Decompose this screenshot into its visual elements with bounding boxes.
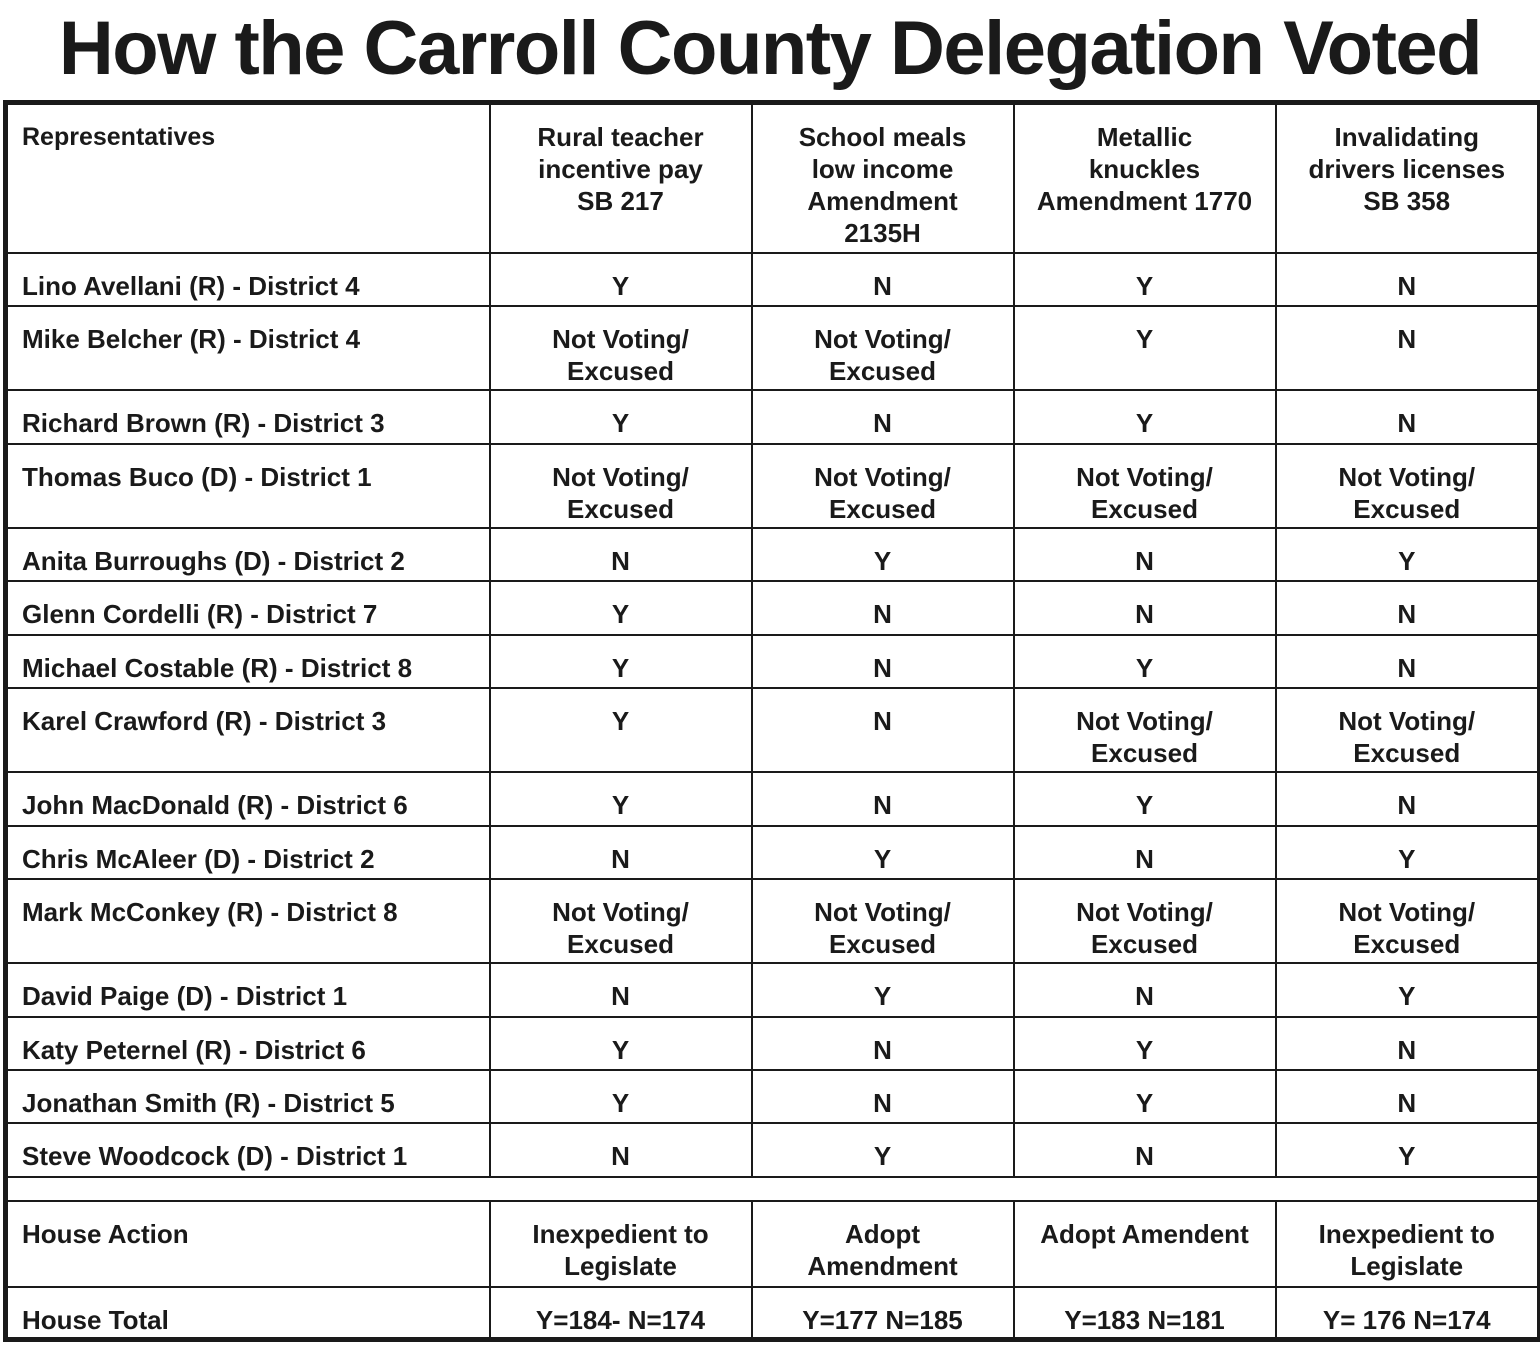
vote-cell: Not Voting/ Excused (752, 306, 1014, 390)
vote-cell: Not Voting/ Excused (490, 444, 752, 528)
table-row (6, 444, 1540, 528)
table-row (6, 306, 1540, 390)
bill-header: Metallic knuckles Amendment 1770 (1014, 103, 1276, 253)
vote-cell: N (752, 1070, 1014, 1123)
vote-cell: N (752, 253, 1014, 306)
representative-name: Anita Burroughs (D) - District 2 (6, 528, 490, 581)
house-total-label: House Total (6, 1287, 490, 1339)
table-row (6, 688, 1540, 772)
representative-name: Mark McConkey (R) - District 8 (6, 879, 490, 963)
vote-cell: Not Voting/ Excused (752, 879, 1014, 963)
representative-name: Richard Brown (R) - District 3 (6, 390, 490, 443)
vote-cell: N (752, 390, 1014, 443)
vote-cell: N (490, 963, 752, 1016)
vote-cell: Y (1014, 306, 1276, 390)
vote-cell: Y (1014, 390, 1276, 443)
representative-name: Mike Belcher (R) - District 4 (6, 306, 490, 390)
bill-header: School meals low income Amendment 2135H (752, 103, 1014, 253)
vote-cell: N (1014, 826, 1276, 879)
house-total-cell: Y=177 N=185 (752, 1287, 1014, 1339)
house-action-cell: Adopt Amendent (1014, 1201, 1276, 1287)
vote-cell: Y (1276, 963, 1540, 1016)
representative-rows (6, 253, 1540, 1177)
table-row (6, 528, 1540, 581)
vote-cell: Y (752, 963, 1014, 1016)
vote-cell: Y (1014, 635, 1276, 688)
house-action-label: House Action (6, 1201, 490, 1287)
vote-cell: Y (490, 635, 752, 688)
vote-cell: Not Voting/ Excused (1276, 688, 1540, 772)
page-title: How the Carroll County Delegation Voted (58, 6, 1482, 91)
representative-name: Jonathan Smith (R) - District 5 (6, 1070, 490, 1123)
vote-cell: N (752, 581, 1014, 634)
house-total-row (6, 1287, 1540, 1339)
table-row (6, 772, 1540, 825)
bill-header: Rural teacher incentive pay SB 217 (490, 103, 752, 253)
table-row (6, 826, 1540, 879)
table-row (6, 1123, 1540, 1176)
vote-cell: Y (490, 688, 752, 772)
vote-cell: N (752, 635, 1014, 688)
vote-cell: Y (752, 528, 1014, 581)
vote-cell: Y (490, 1070, 752, 1123)
vote-cell: Not Voting/ Excused (1276, 444, 1540, 528)
representative-name: Thomas Buco (D) - District 1 (6, 444, 490, 528)
vote-cell: Y (1276, 528, 1540, 581)
vote-cell: Y (1014, 772, 1276, 825)
vote-cell: N (752, 1017, 1014, 1070)
house-total-cell: Y=184- N=174 (490, 1287, 752, 1339)
table-row (6, 1017, 1540, 1070)
table-row (6, 635, 1540, 688)
representatives-header: Representatives (6, 103, 490, 253)
vote-cell: N (1276, 635, 1540, 688)
vote-cell: N (1276, 253, 1540, 306)
spacer-row (6, 1177, 1540, 1201)
vote-cell: N (1276, 390, 1540, 443)
vote-cell: N (1014, 528, 1276, 581)
vote-cell: N (1276, 1070, 1540, 1123)
house-action-row (6, 1201, 1540, 1287)
vote-cell: Y (1014, 253, 1276, 306)
house-total-cell: Y=183 N=181 (1014, 1287, 1276, 1339)
house-action-cell: Inexpedient to Legislate (490, 1201, 752, 1287)
table-row (6, 963, 1540, 1016)
representative-name: Michael Costable (R) - District 8 (6, 635, 490, 688)
vote-cell: N (1276, 772, 1540, 825)
vote-cell: Y (752, 1123, 1014, 1176)
representative-name: Steve Woodcock (D) - District 1 (6, 1123, 490, 1176)
vote-cell: Y (490, 253, 752, 306)
vote-cell: Y (490, 581, 752, 634)
house-total-cell: Y= 176 N=174 (1276, 1287, 1540, 1339)
vote-table (3, 100, 1540, 1342)
table-row (6, 581, 1540, 634)
table-row (6, 253, 1540, 306)
vote-cell: N (1276, 581, 1540, 634)
vote-cell: Y (1014, 1070, 1276, 1123)
header-row (6, 103, 1540, 253)
vote-cell: N (752, 772, 1014, 825)
representative-name: Katy Peternel (R) - District 6 (6, 1017, 490, 1070)
vote-cell: N (1014, 1123, 1276, 1176)
vote-cell: Y (490, 772, 752, 825)
representative-name: David Paige (D) - District 1 (6, 963, 490, 1016)
vote-cell: Y (1276, 826, 1540, 879)
vote-cell: Y (490, 390, 752, 443)
representative-name: John MacDonald (R) - District 6 (6, 772, 490, 825)
table-row (6, 390, 1540, 443)
vote-cell: Y (752, 826, 1014, 879)
spacer-cell (6, 1177, 1540, 1201)
vote-cell: N (490, 528, 752, 581)
bill-header: Invalidating drivers licenses SB 358 (1276, 103, 1540, 253)
house-action-cell: Inexpedient to Legislate (1276, 1201, 1540, 1287)
representative-name: Karel Crawford (R) - District 3 (6, 688, 490, 772)
vote-cell: Not Voting/ Excused (490, 306, 752, 390)
vote-cell: N (490, 1123, 752, 1176)
representative-name: Chris McAleer (D) - District 2 (6, 826, 490, 879)
vote-cell: Not Voting/ Excused (490, 879, 752, 963)
table-row (6, 1070, 1540, 1123)
vote-cell: N (1276, 306, 1540, 390)
vote-cell: Y (1276, 1123, 1540, 1176)
representative-name: Lino Avellani (R) - District 4 (6, 253, 490, 306)
vote-cell: N (1014, 581, 1276, 634)
vote-cell: N (490, 826, 752, 879)
vote-cell: Not Voting/ Excused (1014, 879, 1276, 963)
vote-cell: Not Voting/ Excused (1014, 444, 1276, 528)
vote-cell: Y (490, 1017, 752, 1070)
vote-cell: N (1276, 1017, 1540, 1070)
table-row (6, 879, 1540, 963)
representative-name: Glenn Cordelli (R) - District 7 (6, 581, 490, 634)
vote-cell: Y (1014, 1017, 1276, 1070)
vote-cell: N (1014, 963, 1276, 1016)
vote-cell: Not Voting/ Excused (1276, 879, 1540, 963)
vote-cell: Not Voting/ Excused (1014, 688, 1276, 772)
vote-cell: N (752, 688, 1014, 772)
house-action-cell: Adopt Amendment (752, 1201, 1014, 1287)
vote-cell: Not Voting/ Excused (752, 444, 1014, 528)
